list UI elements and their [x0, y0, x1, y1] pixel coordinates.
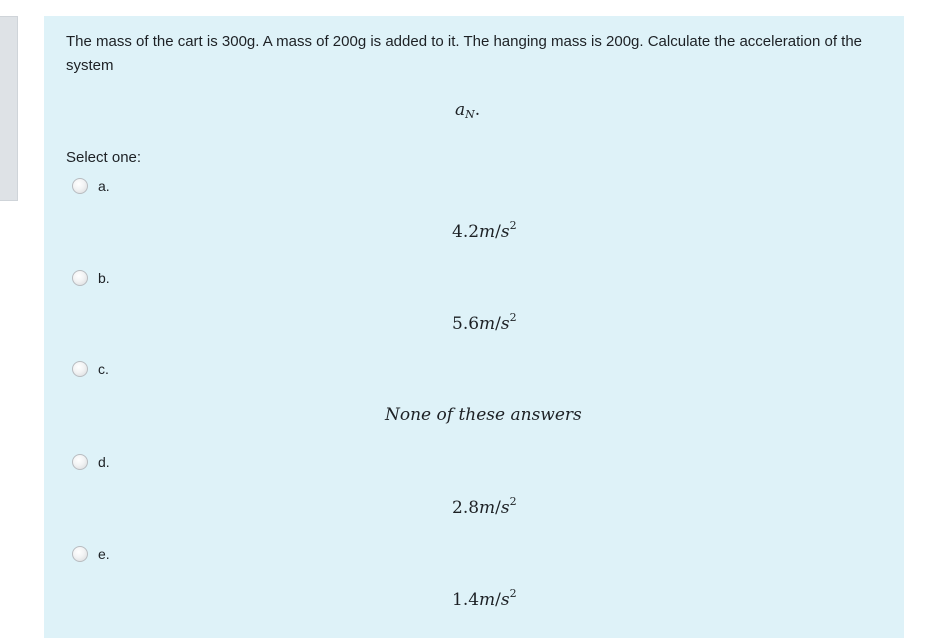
option-b-value	[452, 311, 517, 334]
option-b-unit-m: m	[479, 314, 496, 334]
option-e-value	[452, 587, 517, 610]
answer-option-c[interactable]	[72, 361, 892, 451]
question-panel	[44, 16, 904, 638]
math-period: .	[474, 100, 481, 120]
answer-option-d[interactable]	[72, 454, 892, 544]
option-e-slash: /	[495, 590, 501, 610]
option-e-number: 1.4	[452, 590, 480, 610]
option-d-unit-m: m	[479, 498, 496, 518]
option-b-number: 5.6	[452, 314, 480, 334]
option-a-value	[452, 219, 517, 242]
option-b-slash: /	[495, 314, 501, 334]
answer-option-a[interactable]	[72, 178, 892, 268]
radio-button-e[interactable]	[72, 546, 88, 562]
answer-option-b[interactable]	[72, 270, 892, 360]
option-c-value: None of these answers	[385, 405, 582, 425]
option-letter-b: b.	[98, 270, 110, 286]
math-subscript: N	[465, 108, 475, 121]
option-e-exponent: 2	[509, 587, 517, 600]
option-a-number: 4.2	[452, 222, 480, 242]
select-one-label: Select one:	[66, 149, 142, 166]
option-e-unit-s: s	[500, 590, 510, 610]
option-a-unit-s: s	[500, 222, 510, 242]
question-math-expression	[455, 100, 480, 120]
option-letter-c: c.	[98, 361, 109, 377]
option-e-unit-m: m	[479, 590, 496, 610]
radio-button-b[interactable]	[72, 270, 88, 286]
answer-option-e[interactable]	[72, 546, 892, 636]
option-letter-e: e.	[98, 546, 110, 562]
option-a-exponent: 2	[509, 219, 517, 232]
math-variable: a	[455, 100, 466, 120]
radio-button-d[interactable]	[72, 454, 88, 470]
option-d-value	[452, 495, 517, 518]
radio-button-a[interactable]	[72, 178, 88, 194]
radio-button-c[interactable]	[72, 361, 88, 377]
option-d-slash: /	[495, 498, 501, 518]
left-sidebar-strip	[0, 16, 18, 201]
option-a-slash: /	[495, 222, 501, 242]
option-d-unit-s: s	[500, 498, 510, 518]
option-d-exponent: 2	[509, 495, 517, 508]
option-a-unit-m: m	[479, 222, 496, 242]
option-b-unit-s: s	[500, 314, 510, 334]
option-d-number: 2.8	[452, 498, 480, 518]
option-letter-a: a.	[98, 178, 110, 194]
option-b-exponent: 2	[509, 311, 517, 324]
option-letter-d: d.	[98, 454, 110, 470]
question-text: The mass of the cart is 300g. A mass of 200g is added to it. The hanging mass is 200g. Calculate the acceleration of the system	[66, 33, 863, 74]
